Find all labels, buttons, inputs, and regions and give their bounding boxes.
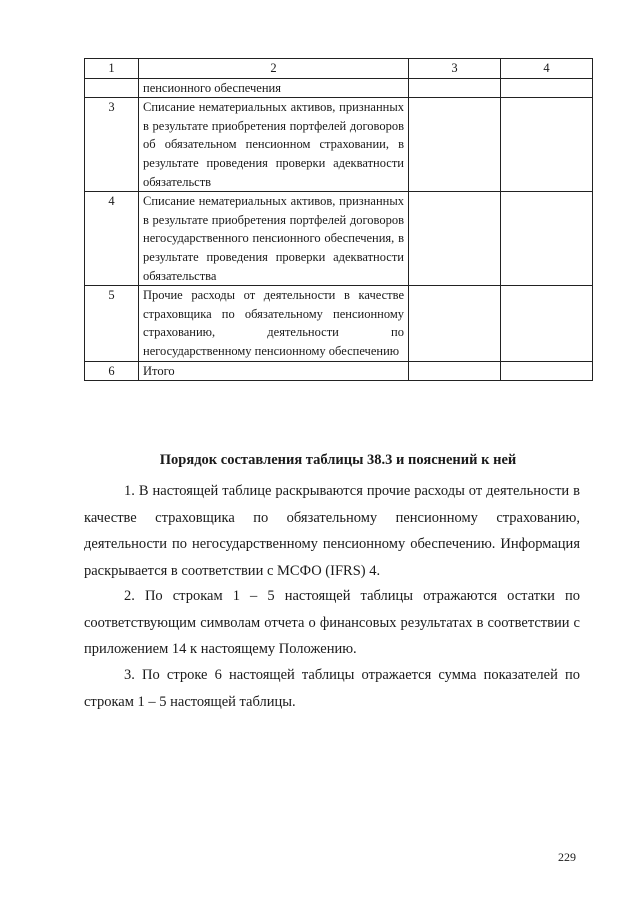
value-cell-col-3 xyxy=(409,78,501,98)
value-cell-col-4 xyxy=(501,192,593,286)
value-cell-col-4 xyxy=(501,361,593,381)
page-number: 229 xyxy=(558,850,576,864)
value-cell-col-4 xyxy=(501,78,593,98)
header-col-3: 3 xyxy=(409,59,501,79)
row-description: Итого xyxy=(139,361,409,381)
row-description: пенсионного обеспечения xyxy=(139,78,409,98)
value-cell-col-3 xyxy=(409,361,501,381)
paragraph-2: 2. По строкам 1 – 5 настоящей таблицы отражаются остатки по соответствующим символам отчета о финансовых результатах в соответствии с приложением 14 к настоящему Положению. xyxy=(84,588,580,657)
value-cell-col-4 xyxy=(501,98,593,192)
table-row xyxy=(85,192,593,286)
row-number: 6 xyxy=(85,361,139,381)
row-number: 3 xyxy=(85,98,139,192)
table-row xyxy=(85,286,593,361)
row-number: 5 xyxy=(85,286,139,361)
value-cell-col-4 xyxy=(501,286,593,361)
value-cell-col-3 xyxy=(409,286,501,361)
table-row-total xyxy=(85,361,593,381)
value-cell-col-3 xyxy=(409,192,501,286)
row-description: Прочие расходы от деятельности в качестве страховщика по обязательному пенсионному страхованию, деятельности по негосударственному пенсионному обеспечению xyxy=(139,286,409,361)
table-row xyxy=(85,98,593,192)
row-number: 4 xyxy=(85,192,139,286)
header-col-1: 1 xyxy=(85,59,139,79)
table-header-row xyxy=(85,59,593,79)
row-description: Списание нематериальных активов, признанных в результате приобретения портфелей договоров об обязательном пенсионном страховании, в результате проведения проверки адекватности обязательств xyxy=(139,98,409,192)
paragraph-1: 1. В настоящей таблице раскрываются прочие расходы от деятельности в качестве страховщика по обязательному пенсионному страхованию, деятельности по негосударственному пенсионному обеспечению. Информация раскрывается в соответствии с МСФО (IFRS) 4. xyxy=(84,483,580,579)
row-description: Списание нематериальных активов, признанных в результате приобретения портфелей договоров негосударственного пенсионного обеспечения, в результате проведения проверки адекватности обязательства xyxy=(139,192,409,286)
header-col-4: 4 xyxy=(501,59,593,79)
header-col-2: 2 xyxy=(139,59,409,79)
table-row-continuation xyxy=(85,78,593,98)
paragraph-3: 3. По строке 6 настоящей таблицы отражается сумма показателей по строкам 1 – 5 настоящей таблицы. xyxy=(84,667,580,710)
value-cell-col-3 xyxy=(409,98,501,192)
section-title: Порядок составления таблицы 38.3 и пояснений к ней xyxy=(159,452,517,468)
row-number-empty xyxy=(85,78,139,98)
expenses-table xyxy=(84,58,593,381)
